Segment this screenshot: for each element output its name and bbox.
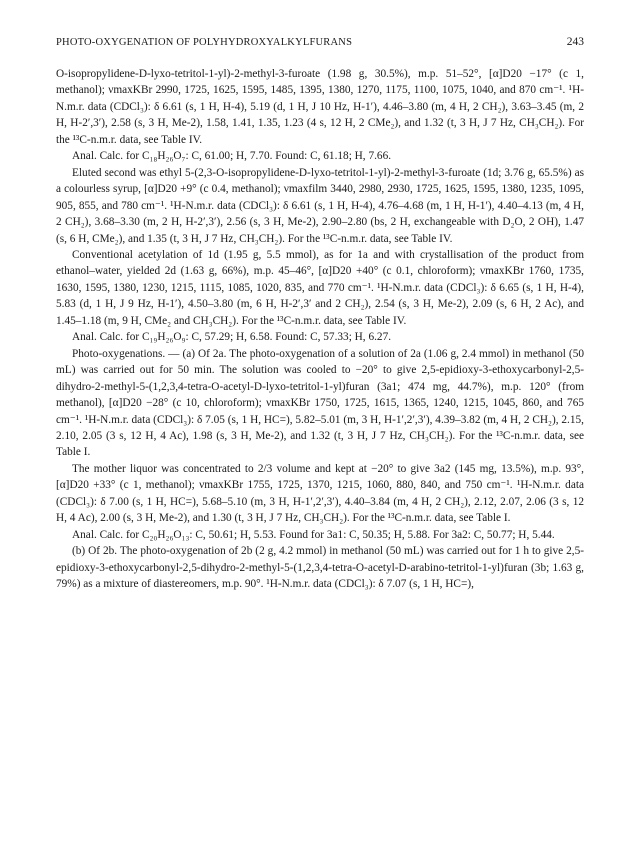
- running-title: PHOTO-OXYGENATION OF POLYHYDROXYALKYLFURANS: [56, 37, 353, 48]
- page-header: [56, 36, 584, 48]
- paragraph-continuation: O-isopropylidene-D-lyxo-tetritol-1-yl)-2-methyl-3-furoate (1.98 g, 30.5%), m.p. 51–52°, [α]D20 −17° (c 1, methanol); νmaxKBr 2990, 1725, 1625, 1595, 1485, 1395, 1380, 1270, 1175, 1100, 1075, 1040, and 870 cm⁻¹. ¹H-N.m.r. data (CDCl₃): δ 6.61 (s, 1 H, H-4), 5.19 (d, 1 H, J 10 Hz, H-1′), 4.46–3.80 (m, 4 H, 2 CH₂), 3.63–3.45 (m, 2 H, H-2′,3′), 2.58 (s, 3 H, Me-2), 1.58, 1.41, 1.35, 1.23 (4 s, 12 H, 2 CMe₂), and 1.32 (t, 3 H, J 7 Hz, CH₃CH₂). For the ¹³C-n.m.r. data, see Table IV.: [56, 68, 584, 146]
- paragraph-mother-liquor-3a2: The mother liquor was concentrated to 2/3 volume and kept at −20° to give 3a2 (145 mg, 13.5%), m.p. 93°, [α]D20 +33° (c 1, methanol); νmaxKBr 1755, 1725, 1370, 1215, 1060, 880, 840, and 750 cm⁻¹. ¹H-N.m.r. data (CDCl₃): δ 7.00 (s, 1 H, HC=), 5.68–5.10 (m, 3 H, H-1′,2′,3′), 4.40–3.84 (m, 4 H, 2 CH₂), 2.12, 2.07, 2.06 (3 s, 12 H, 4 Ac), 2.00 (s, 3 H, Me-2), and 1.30 (t, 3 H, J 7 Hz, CH₃CH₂). For the ¹³C-n.m.r. data, see Table I.: [56, 462, 584, 525]
- paragraph-eluted-1d: Eluted second was ethyl 5-(2,3-O-isopropylidene-D-lyxo-tetritol-1-yl)-2-methyl-3-furoate (1d; 3.76 g, 65.5%) as a colourless syrup, [α]D20 +9° (c 0.4, methanol); νmaxfilm 3440, 2980, 2930, 1725, 1625, 1595, 1380, 1235, 1095, 905, 855, and 780 cm⁻¹. ¹H-N.m.r. data (CDCl₃): δ 6.61 (s, 1 H, H-4), 4.76–4.68 (m, 1 H, H-1′), 4.40–4.13 (m, 4 H, 2 CH₂), 3.68–3.30 (m, 2 H, H-2′,3′), 2.56 (s, 3 H, Me-2), 2.90–2.80 (bs, 2 H, exchangeable with D₂O, 2 OH), 1.47 (s, 6 H, CMe₂), and 1.35 (t, 3 H, J 7 Hz, CH₃CH₂). For the ¹³C-n.m.r. data, see Table IV.: [56, 166, 584, 245]
- paragraph-analysis-1c: Anal. Calc. for C₁₈H₂₆O₇: C, 61.00; H, 7.70. Found: C, 61.18; H, 7.66.: [72, 150, 392, 163]
- page-number: 243: [566, 36, 584, 48]
- paragraph-analysis-2d: Anal. Calc. for C₁₉H₂₆O₉: C, 57.29; H, 6.58. Found: C, 57.33; H, 6.27.: [72, 331, 392, 344]
- paragraph-acetylation-2d: Conventional acetylation of 1d (1.95 g, 5.5 mmol), as for 1a and with crystallisation of the product from ethanol–water, yielded 2d (1.63 g, 66%), m.p. 45–46°, [α]D20 +40° (c 0.1, chloroform); νmaxKBr 1760, 1735, 1630, 1595, 1380, 1230, 1215, 1115, 1085, 1020, 835, and 770 cm⁻¹. ¹H-N.m.r. data (CDCl₃): δ 6.65 (s, 1 H, H-4), 5.83 (d, 1 H, J 9 Hz, H-1′), 4.50–3.80 (m, 6 H, H-2′,3′ and 2 CH₂), 2.54 (s, 3 H, Me-2), 2.09 (s, 6 H, 2 Ac), and 1.45–1.18 (m, 9 H, CMe₂ and CH₃CH₂). For the ¹³C-n.m.r. data, see Table IV.: [56, 248, 584, 327]
- paragraph-analysis-3a: Anal. Calc. for C₂₀H₂₆O₁₃: C, 50.61; H, 5.53. Found for 3a1: C, 50.35; H, 5.88. For 3a2: C, 50.77; H, 5.44.: [72, 528, 555, 541]
- paragraph-photo-oxygenation-2a: Photo-oxygenations. — (a) Of 2a. The photo-oxygenation of a solution of 2a (1.06 g, 2.4 mmol) in methanol (50 mL) was carried out for 50 min. The solution was cooled to −20° to give 2,5-epidioxy-3-ethoxycarbonyl-2,5-dihydro-2-methyl-5-(1,2,3,4-tetra-O-acetyl-D-lyxo-tetritol-1-yl)furan (3a1; 474 mg, 44.7%), m.p. 120° (from methanol), [α]D20 −28° (c 10, chloroform); νmaxKBr 1750, 1725, 1615, 1365, 1240, 1215, 1045, 860, and 765 cm⁻¹. ¹H-N.m.r. data (CDCl₃): δ 7.05 (s, 1 H, HC=), 5.82–5.01 (m, 3 H, H-1′,2′,3′), 4.39–3.82 (m, 4 H, 2 CH₂), 2.15, 2.10, 2.05 (3 s, 12 H, 4 Ac), 1.98 (s, 3 H, Me-2), and 1.32 (t, 3 H, J 7 Hz, CH₃CH₂). For the ¹³C-n.m.r. data, see Table I.: [56, 347, 584, 459]
- paragraph-photo-oxygenation-2b: (b) Of 2b. The photo-oxygenation of 2b (2 g, 4.2 mmol) in methanol (50 mL) was carried out for 1 h to give 2,5-epidioxy-3-ethoxycarbonyl-2,5-dihydro-2-methyl-5-(1,2,3,4-tetra-O-acetyl-D-arabino-tetritol-1-yl)furan (3b; 1.63 g, 79%) as a mixture of diastereomers, m.p. 90°. ¹H-N.m.r. data (CDCl₃): δ 7.07 (s, 1 H, HC=),: [56, 545, 584, 591]
- article-body: [56, 66, 584, 593]
